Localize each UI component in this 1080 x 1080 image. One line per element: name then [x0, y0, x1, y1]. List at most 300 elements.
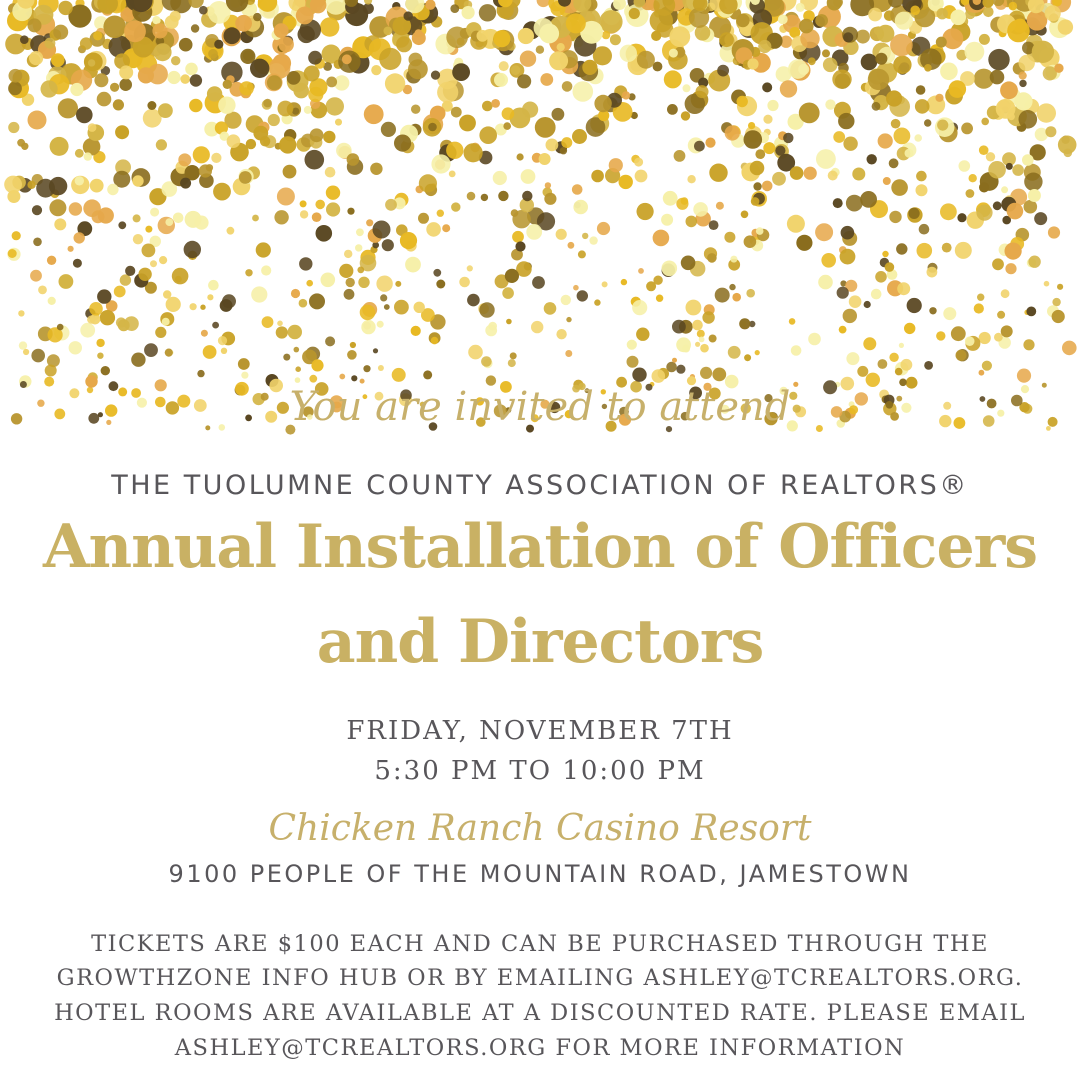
confetti-dot [780, 80, 797, 97]
confetti-dot [227, 134, 241, 148]
confetti-dot [993, 201, 1002, 210]
confetti-dot [661, 214, 673, 226]
confetti-dot [744, 235, 757, 248]
confetti-dot [1005, 243, 1022, 260]
confetti-dot [184, 241, 201, 258]
confetti-dot [482, 101, 493, 112]
confetti-dot [363, 3, 374, 14]
confetti-dot [709, 335, 717, 343]
confetti-dot [48, 297, 56, 305]
confetti-dot [762, 82, 772, 92]
confetti-dot [518, 28, 534, 44]
confetti-dot [291, 289, 300, 298]
confetti-dot [274, 23, 289, 38]
confetti-dot [464, 143, 483, 162]
confetti-dot [411, 326, 421, 336]
confetti-dot [577, 290, 588, 301]
confetti-dot [762, 181, 773, 192]
tickets-info-line-1: TICKETS ARE $100 EACH AND CAN BE PURCHASED THROUGH THE [91, 931, 989, 957]
confetti-dot [263, 99, 272, 108]
confetti-dot [165, 218, 173, 226]
confetti-dot [856, 30, 870, 44]
confetti-dot [924, 361, 933, 370]
confetti-dot [699, 337, 705, 343]
confetti-dot [223, 80, 232, 89]
confetti-dot [144, 343, 158, 357]
confetti-dot [867, 154, 877, 164]
confetti-dot [45, 365, 57, 377]
confetti-dot [651, 31, 661, 41]
confetti-dot [250, 59, 269, 78]
confetti-dot [190, 74, 202, 86]
confetti-dot [300, 200, 307, 207]
confetti-dot [909, 208, 920, 219]
confetti-dot [361, 320, 375, 334]
confetti-dot [544, 193, 556, 205]
confetti-dot [335, 119, 342, 126]
confetti-dot [676, 337, 691, 352]
confetti-dot [479, 302, 494, 317]
confetti-dot [428, 123, 437, 132]
confetti-dot [347, 350, 357, 360]
confetti-dot [358, 277, 369, 288]
confetti-dot [875, 53, 887, 65]
confetti-dot [90, 179, 104, 193]
confetti-dot [411, 105, 420, 114]
confetti-dot [277, 188, 295, 206]
confetti-dot [208, 49, 218, 59]
confetti-dot [663, 191, 678, 206]
confetti-dot [566, 317, 571, 322]
confetti-dot [796, 3, 805, 12]
confetti-dot [556, 329, 566, 339]
confetti-dot [75, 149, 84, 158]
confetti-dot [808, 57, 816, 65]
confetti-dot [901, 359, 913, 371]
confetti-dot [573, 81, 594, 102]
tickets-info-line-2: GROWTHZONE INFO HUB OR BY EMAILING ASHLEY@TCREALTORS.ORG. [56, 965, 1024, 991]
confetti-dot [724, 232, 735, 243]
confetti-dot [697, 330, 705, 338]
confetti-dot [787, 215, 805, 233]
confetti-dot [350, 342, 356, 348]
confetti-dot [75, 176, 84, 185]
confetti-dot [68, 246, 74, 252]
confetti-dot [602, 31, 610, 39]
confetti-dot [556, 229, 567, 240]
confetti-dot [8, 122, 19, 133]
confetti-dot [979, 145, 989, 155]
confetti-dot [30, 270, 42, 282]
confetti-dot [702, 311, 714, 323]
confetti-dot [452, 63, 470, 81]
confetti-dot [96, 339, 104, 347]
confetti-dot [1017, 369, 1031, 383]
confetti-dot [502, 107, 515, 120]
confetti-dot [179, 38, 193, 52]
confetti-dot [662, 261, 678, 277]
confetti-dot [53, 25, 68, 40]
confetti-dot [578, 250, 586, 258]
confetti-dot [961, 122, 973, 134]
confetti-dot [929, 307, 936, 314]
confetti-dot [315, 200, 325, 210]
confetti-dot [1062, 341, 1077, 356]
confetti-dot [253, 13, 261, 21]
confetti-dot [772, 172, 786, 186]
confetti-dot [924, 119, 931, 126]
confetti-dot [152, 23, 167, 38]
confetti-dot [896, 243, 907, 254]
confetti-dot [299, 299, 308, 308]
confetti-dot [632, 368, 646, 382]
confetti-dot [180, 74, 190, 84]
confetti-dot [622, 91, 630, 99]
confetti-dot [256, 242, 271, 257]
confetti-dot [629, 8, 640, 19]
confetti-dot [537, 0, 550, 7]
confetti-dot [737, 96, 748, 107]
confetti-dot [942, 243, 952, 253]
confetti-dot [326, 77, 337, 88]
confetti-dot [672, 320, 686, 334]
confetti-dot [110, 83, 119, 92]
confetti-dot [133, 214, 141, 222]
confetti-dot [882, 251, 888, 257]
confetti-dot [33, 238, 42, 247]
confetti-dot [491, 99, 500, 108]
confetti-dot [172, 268, 189, 285]
confetti-dot [251, 286, 267, 302]
confetti-dot [828, 171, 838, 181]
confetti-dot [1001, 325, 1013, 337]
confetti-dot [897, 282, 910, 295]
confetti-dot [1012, 164, 1024, 176]
confetti-dot [895, 368, 903, 376]
confetti-dot [373, 221, 391, 239]
confetti-dot [57, 324, 64, 331]
confetti-dot [194, 216, 208, 230]
confetti-dot [384, 304, 390, 310]
confetti-dot [594, 95, 611, 112]
confetti-dot [982, 361, 992, 371]
confetti-dot [418, 213, 429, 224]
confetti-dot [505, 269, 519, 283]
confetti-dot [370, 163, 382, 175]
confetti-dot [1005, 263, 1016, 274]
confetti-dot [635, 170, 648, 183]
confetti-dot [894, 127, 911, 144]
confetti-dot [969, 174, 977, 182]
confetti-dot [890, 34, 913, 57]
confetti-dot [203, 345, 217, 359]
confetti-dot [949, 80, 967, 98]
confetti-dot [951, 326, 966, 341]
confetti-dot [218, 336, 227, 345]
confetti-dot [1001, 289, 1010, 298]
confetti-dot [382, 239, 394, 251]
confetti-dot [502, 287, 514, 299]
event-time: 5:30 PM TO 10:00 PM [374, 756, 706, 786]
confetti-dot [150, 208, 159, 217]
confetti-dot [120, 274, 131, 285]
confetti-dot [131, 353, 145, 367]
confetti-dot [459, 277, 470, 288]
venue-address: 9100 PEOPLE OF THE MOUNTAIN ROAD, JAMESTOWN [168, 860, 912, 888]
confetti-dot [700, 367, 712, 379]
invitation-script-line: You are invited to attend [289, 384, 791, 430]
confetti-dot [4, 176, 22, 194]
confetti-dot [246, 139, 256, 149]
confetti-dot [17, 139, 25, 147]
confetti-dot [695, 342, 700, 347]
confetti-dot [891, 179, 908, 196]
confetti-dot [597, 222, 610, 235]
confetti-dot [395, 281, 401, 287]
confetti-dot [383, 27, 392, 36]
confetti-dot [789, 318, 796, 325]
confetti-dot [28, 111, 47, 130]
confetti-dot [916, 85, 926, 95]
confetti-dot [522, 102, 538, 118]
confetti-dot [360, 305, 376, 321]
confetti-dot [138, 268, 151, 281]
confetti-dot [566, 13, 586, 33]
confetti-dot [132, 175, 143, 186]
confetti-dot [712, 368, 726, 382]
confetti-dot [753, 182, 761, 190]
confetti-dot [366, 219, 373, 226]
confetti-dot [166, 297, 181, 312]
confetti-dot [526, 224, 542, 240]
confetti-dot [214, 40, 223, 49]
confetti-dot [693, 202, 708, 217]
confetti-dot [1007, 203, 1024, 220]
confetti-dot [27, 181, 35, 189]
confetti-dot [832, 70, 851, 89]
confetti-dot [979, 34, 990, 45]
confetti-dot [707, 253, 717, 263]
confetti-dot [8, 249, 17, 258]
confetti-dot [1019, 110, 1038, 129]
confetti-dot [838, 113, 854, 129]
confetti-dot [748, 122, 755, 129]
confetti-dot [562, 81, 573, 92]
confetti-dot [119, 78, 132, 91]
confetti-dot [488, 322, 497, 331]
confetti-dot [709, 164, 727, 182]
confetti-dot [532, 276, 545, 289]
confetti-dot [173, 213, 184, 224]
confetti-dot [937, 120, 948, 131]
confetti-dot [396, 36, 412, 52]
confetti-dot [309, 375, 317, 383]
confetti-dot [493, 30, 510, 47]
confetti-dot [959, 160, 971, 172]
confetti-dot [119, 65, 133, 79]
confetti-dot [557, 43, 565, 51]
confetti-dot [197, 370, 204, 377]
confetti-dot [1037, 103, 1056, 122]
confetti-dot [156, 139, 167, 150]
confetti-dot [692, 320, 703, 331]
confetti-dot [147, 101, 156, 110]
confetti-dot [719, 32, 734, 47]
confetti-dot [591, 170, 604, 183]
confetti-dot [1022, 154, 1034, 166]
confetti-dot [916, 171, 927, 182]
confetti-dot [878, 359, 888, 369]
confetti-dot [943, 307, 956, 320]
confetti-dot [308, 87, 323, 102]
confetti-dot [325, 336, 335, 346]
confetti-dot [499, 61, 509, 71]
confetti-dot [288, 325, 302, 339]
confetti-dot [190, 303, 197, 310]
confetti-dot [293, 83, 309, 99]
confetti-dot [245, 269, 252, 276]
confetti-dot [449, 171, 456, 178]
confetti-dot [637, 203, 654, 220]
confetti-dot [326, 202, 340, 216]
confetti-dot [863, 337, 876, 350]
confetti-dot [165, 349, 173, 357]
confetti-dot [751, 197, 760, 206]
confetti-dot [339, 374, 345, 380]
confetti-dot [94, 73, 108, 87]
confetti-dot [467, 265, 473, 271]
confetti-dot [1052, 298, 1060, 306]
confetti-dot [512, 231, 524, 243]
confetti-dot [41, 80, 58, 97]
confetti-dot [739, 318, 750, 329]
confetti-dot [796, 235, 812, 251]
confetti-dot [97, 353, 103, 359]
confetti-dot [304, 66, 320, 82]
confetti-dot [351, 375, 357, 381]
confetti-dot [808, 333, 821, 346]
confetti-dot [561, 295, 571, 305]
confetti-dot [1001, 186, 1008, 193]
confetti-dot [12, 231, 21, 240]
confetti-dot [756, 227, 764, 235]
confetti-dot [47, 256, 56, 265]
confetti-dot [433, 269, 441, 277]
confetti-dot [572, 129, 587, 144]
event-title-line-2: and Directors [316, 607, 764, 677]
confetti-dot [599, 10, 622, 33]
confetti-dot [798, 64, 809, 75]
confetti-dot [899, 343, 904, 348]
confetti-dot [294, 347, 300, 353]
confetti-dot [414, 302, 425, 313]
confetti-dot [326, 186, 340, 200]
confetti-dot [886, 90, 902, 106]
confetti-dot [1044, 281, 1050, 287]
confetti-dot [309, 293, 325, 309]
confetti-dot [93, 31, 102, 40]
confetti-dot [667, 104, 678, 115]
confetti-dot [627, 340, 637, 350]
confetti-dot [981, 118, 989, 126]
confetti-dot [305, 150, 325, 170]
confetti-dot [861, 54, 878, 71]
confetti-dot [344, 250, 352, 258]
confetti-dot [412, 31, 426, 45]
confetti-dot [755, 149, 765, 159]
confetti-dot [996, 99, 1016, 119]
confetti-dot [540, 73, 553, 86]
confetti-dot [346, 278, 355, 287]
confetti-dot [178, 153, 191, 166]
confetti-dot [572, 184, 583, 195]
confetti-dot [241, 372, 248, 379]
confetti-dot [815, 223, 833, 241]
confetti-dot [84, 152, 92, 160]
confetti-dot [1057, 284, 1063, 290]
confetti-dot [481, 356, 492, 367]
confetti-dot [1045, 5, 1061, 21]
confetti-dot [822, 49, 830, 57]
confetti-dot [201, 330, 208, 337]
confetti-dot [620, 45, 637, 62]
confetti-dot [159, 256, 167, 264]
confetti-dot [544, 302, 557, 315]
confetti-dot [589, 236, 597, 244]
confetti-dot [549, 51, 568, 70]
confetti-dot [669, 49, 678, 58]
confetti-dot [907, 298, 922, 313]
confetti-dot [872, 102, 881, 111]
confetti-dot [212, 322, 219, 329]
confetti-dot [681, 255, 696, 270]
confetti-dot [681, 111, 690, 120]
confetti-dot [778, 15, 788, 25]
confetti-dot [400, 232, 417, 249]
confetti-dot [278, 101, 294, 117]
confetti-dot [1058, 19, 1073, 34]
confetti-dot [18, 310, 24, 316]
confetti-dot [700, 344, 709, 353]
confetti-dot [80, 37, 92, 49]
confetti-dot [262, 316, 274, 328]
confetti-dot [1024, 173, 1042, 191]
confetti-dot [154, 43, 172, 61]
confetti-dot [363, 365, 370, 372]
confetti-dot [467, 294, 480, 307]
confetti-dot [261, 265, 271, 275]
confetti-dot [871, 289, 882, 300]
confetti-dot [1009, 2, 1018, 11]
confetti-dot [683, 84, 691, 92]
confetti-dot [983, 7, 994, 18]
confetti-dot [1064, 149, 1073, 158]
confetti-dot [917, 243, 933, 259]
confetti-dot [846, 352, 859, 365]
confetti-dot [423, 370, 432, 379]
confetti-dot [479, 126, 497, 144]
confetti-dot [750, 161, 765, 176]
confetti-dot [360, 379, 365, 384]
confetti-dot [686, 216, 698, 228]
confetti-dot [165, 15, 179, 29]
confetti-dot [837, 287, 849, 299]
confetti-dot [638, 268, 644, 274]
confetti-dot [211, 153, 221, 163]
confetti-dot [843, 137, 857, 151]
confetti-dot [451, 202, 460, 211]
confetti-dot [1026, 307, 1036, 317]
